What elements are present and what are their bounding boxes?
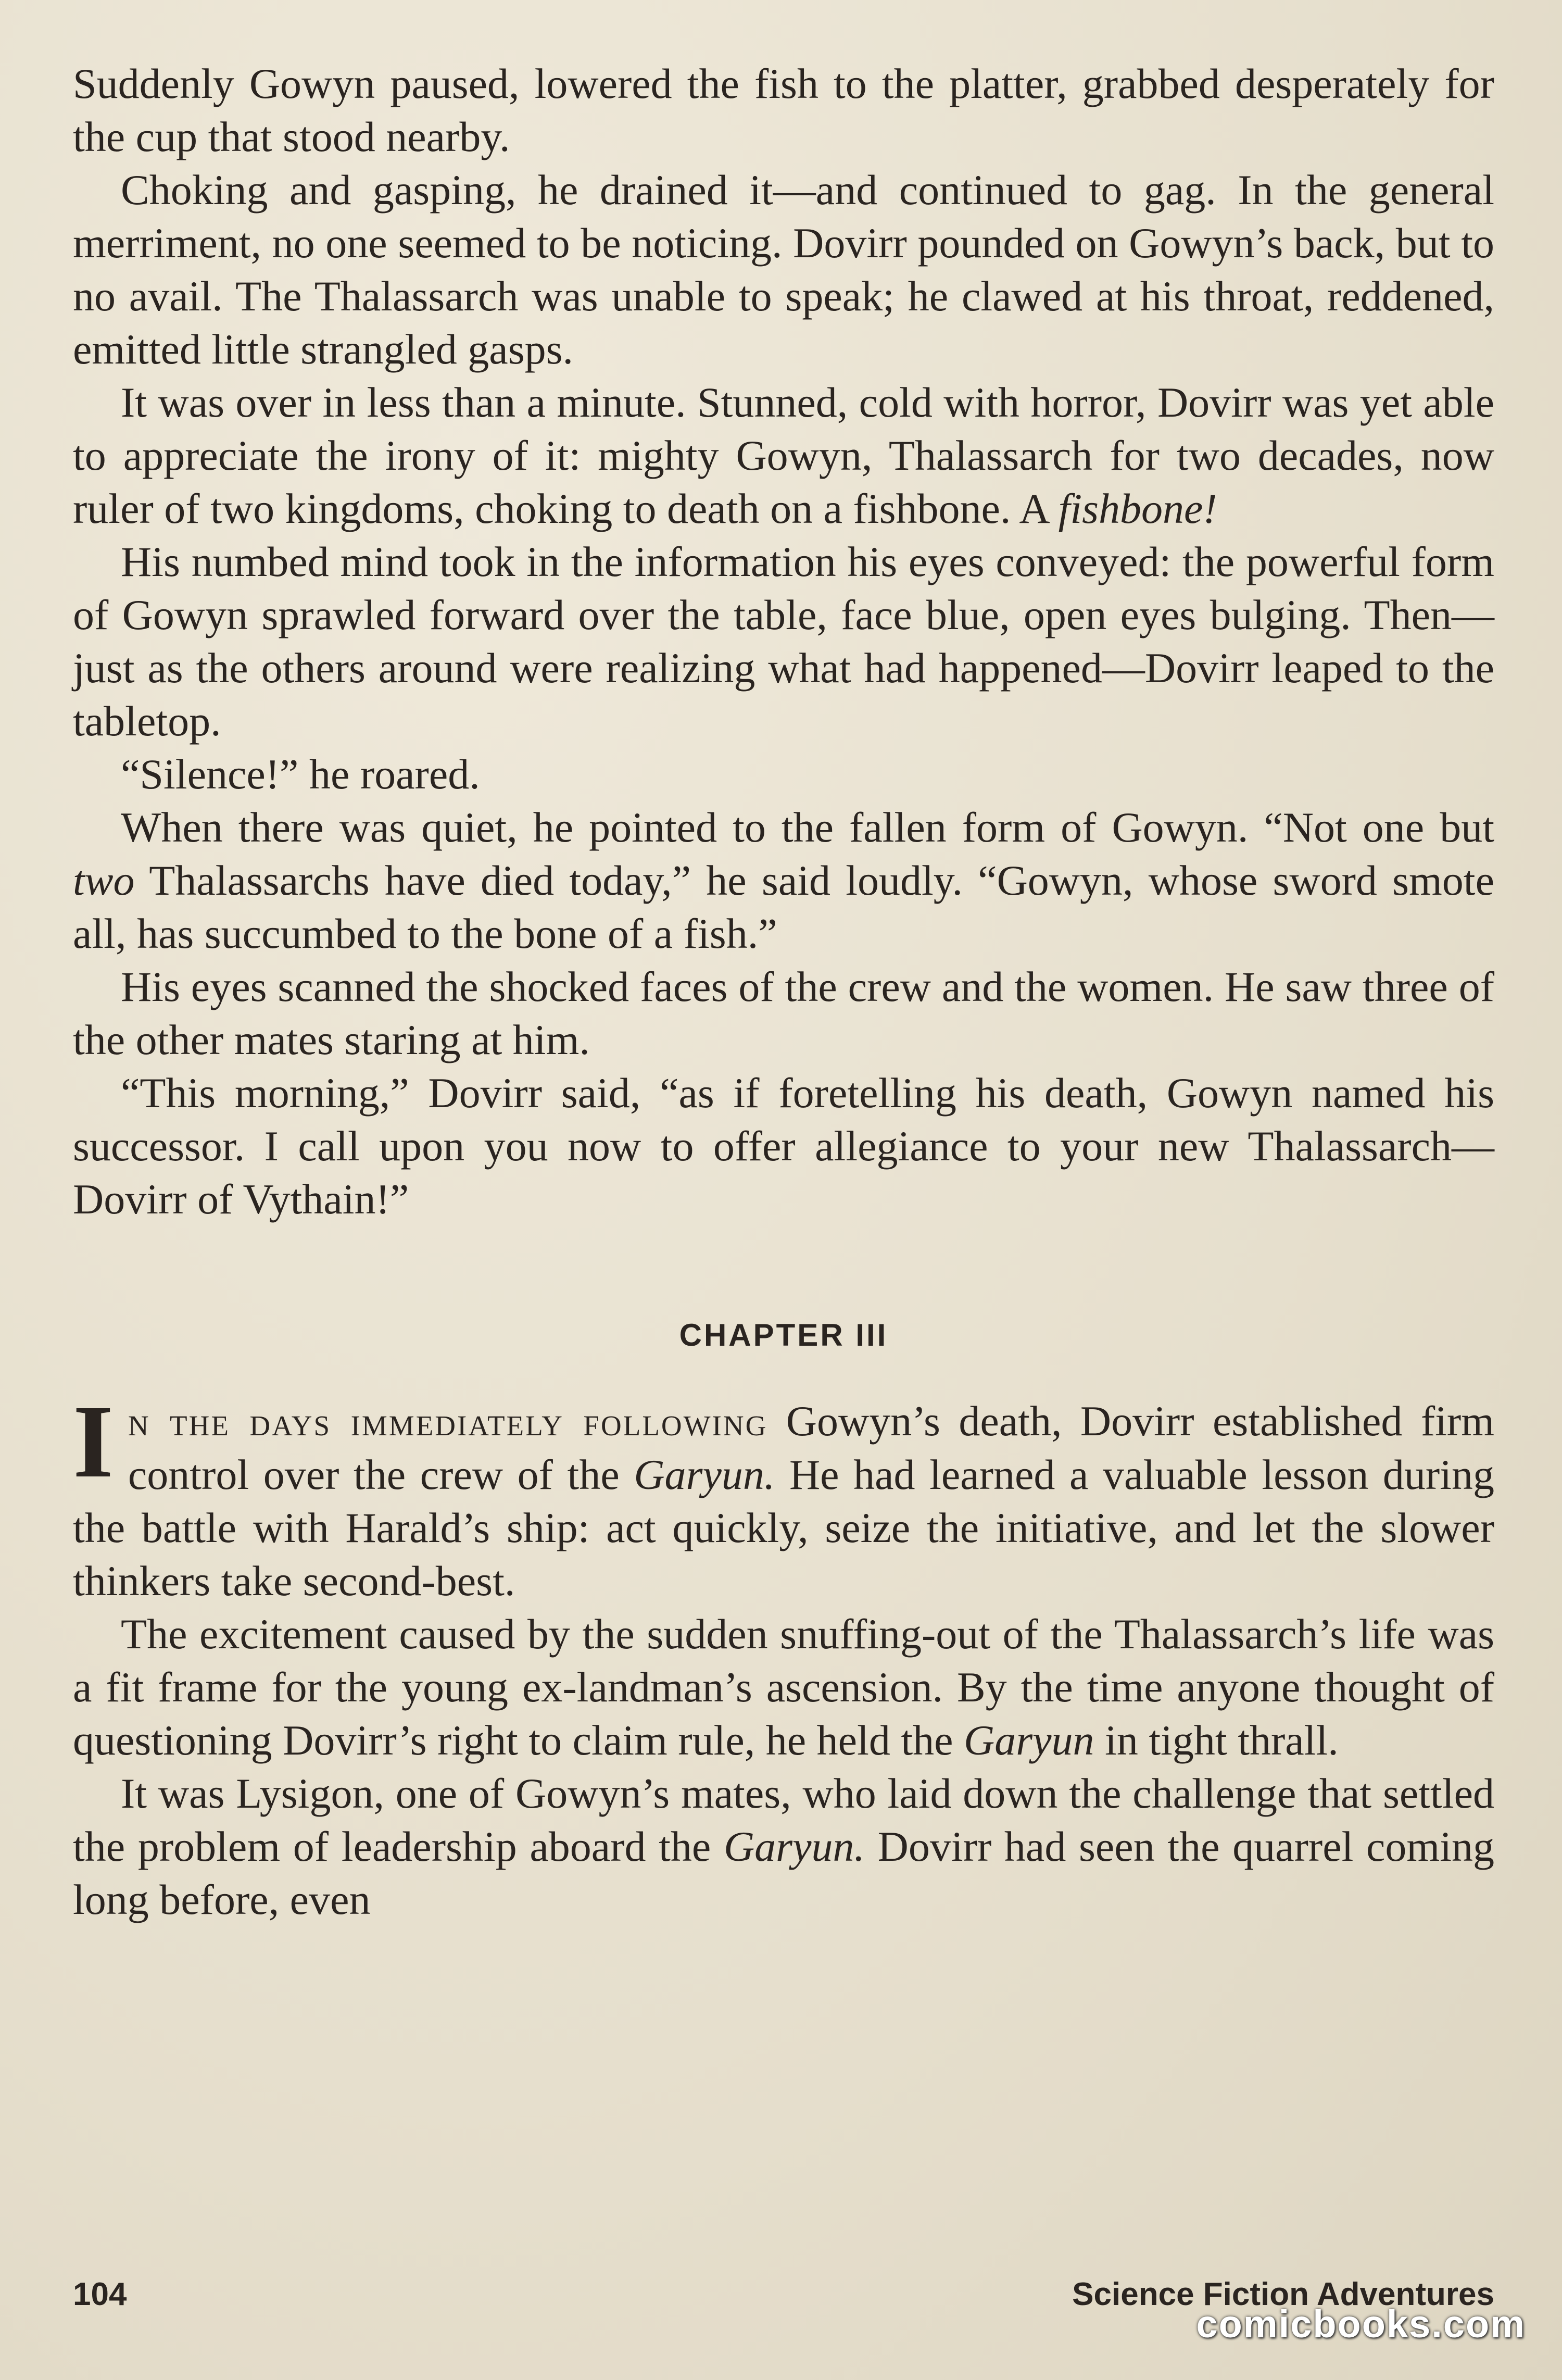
paragraph (73, 164, 1494, 376)
text-run: Suddenly Gowyn paused, lowered the fish to the platter, grabbed desperately for the cup that stood nearby. (73, 60, 1494, 160)
watermark: comicbooks.com (1196, 2302, 1526, 2346)
paragraph (73, 57, 1494, 164)
text-run: “Silence!” he roared. (121, 750, 480, 798)
italic-text: Garyun. (634, 1451, 775, 1498)
paragraph (73, 1067, 1494, 1226)
text-run: His eyes scanned the shocked faces of the crew and the women. He saw three of the other mates staring at him. (73, 963, 1494, 1063)
chapter-heading: CHAPTER III (679, 1318, 888, 1352)
drop-cap: I (73, 1384, 114, 1499)
text-block-before (73, 57, 1494, 1226)
paragraph (73, 376, 1494, 535)
text-run: Gowyn’s death, Dovirr established firm control over the crew of the (128, 1397, 1494, 1498)
paragraph (73, 801, 1494, 960)
text-run: Choking and gasping, he drained it—and continued to gag. In the general merriment, no one seemed to be noticing. Dovirr pounded on Gowyn’s back, but to no avail. The Thalassarch was unable to speak; he clawed at his throat, reddened, emitted little strangled gasps. (73, 166, 1494, 373)
chapter-opening-paragraph (73, 1384, 1494, 1608)
italic-text: Garyun. (723, 1823, 865, 1870)
magazine-title: Science Fiction Adventures (1072, 2276, 1494, 2312)
text-run: It was Lysigon, one of Gowyn’s mates, who laid down the challenge that settled the problem of leadership aboard the (73, 1770, 1494, 1870)
paragraph (73, 535, 1494, 748)
italic-text: fishbone! (1058, 485, 1217, 532)
text-run: When there was quiet, he pointed to the fallen form of Gowyn. “Not one but (121, 804, 1494, 851)
italic-text: Garyun (964, 1717, 1094, 1764)
text-run: “This morning,” Dovirr said, “as if foretelling his death, Gowyn named his successor. I call upon you now to offer allegiance to your new Thalassarch—Dovirr of Vythain!” (73, 1069, 1494, 1223)
paragraph (73, 960, 1494, 1067)
paragraph (73, 1608, 1494, 1767)
italic-text: two (73, 857, 135, 904)
text-run: It was over in less than a minute. Stunned, cold with horror, Dovirr was yet able to appreciate the irony of it: mighty Gowyn, Thalassarch for two decades, now ruler of two kingdoms, choking to death on a fishbone. A (73, 379, 1494, 532)
text-run: Dovirr had seen the quarrel coming long before, even (73, 1823, 1494, 1923)
text-run: His numbed mind took in the information his eyes conveyed: the powerful form of Gowyn sprawled forward over the table, face blue, open eyes bulging. Then—just as the others around were realizing what had happened—Dovirr leaped to the tabletop. (73, 538, 1494, 745)
text-run: Thalassarchs have died today,” he said loudly. “Gowyn, whose sword smote all, has succumbed to the bone of a fish.” (73, 857, 1494, 957)
text-block-after (73, 1608, 1494, 1926)
text-run: in tight thrall. (1094, 1717, 1339, 1764)
paragraph (73, 748, 1494, 801)
paragraph (73, 1767, 1494, 1926)
text-run: The excitement caused by the sudden snuffing-out of the Thalassarch’s life was a fit frame for the young ex-landman’s ascension. By the time anyone thought of questioning Dovirr’s right to claim rule, he held the (73, 1610, 1494, 1764)
page-number: 104 (73, 2276, 127, 2312)
page-body (73, 57, 1494, 1926)
opening-small-caps: n the days immediately following (128, 1399, 768, 1444)
text-run: He had learned a valuable lesson during the battle with Harald’s ship: act quickly, seize the initiative, and let the slower thinkers take second-best. (73, 1451, 1494, 1605)
